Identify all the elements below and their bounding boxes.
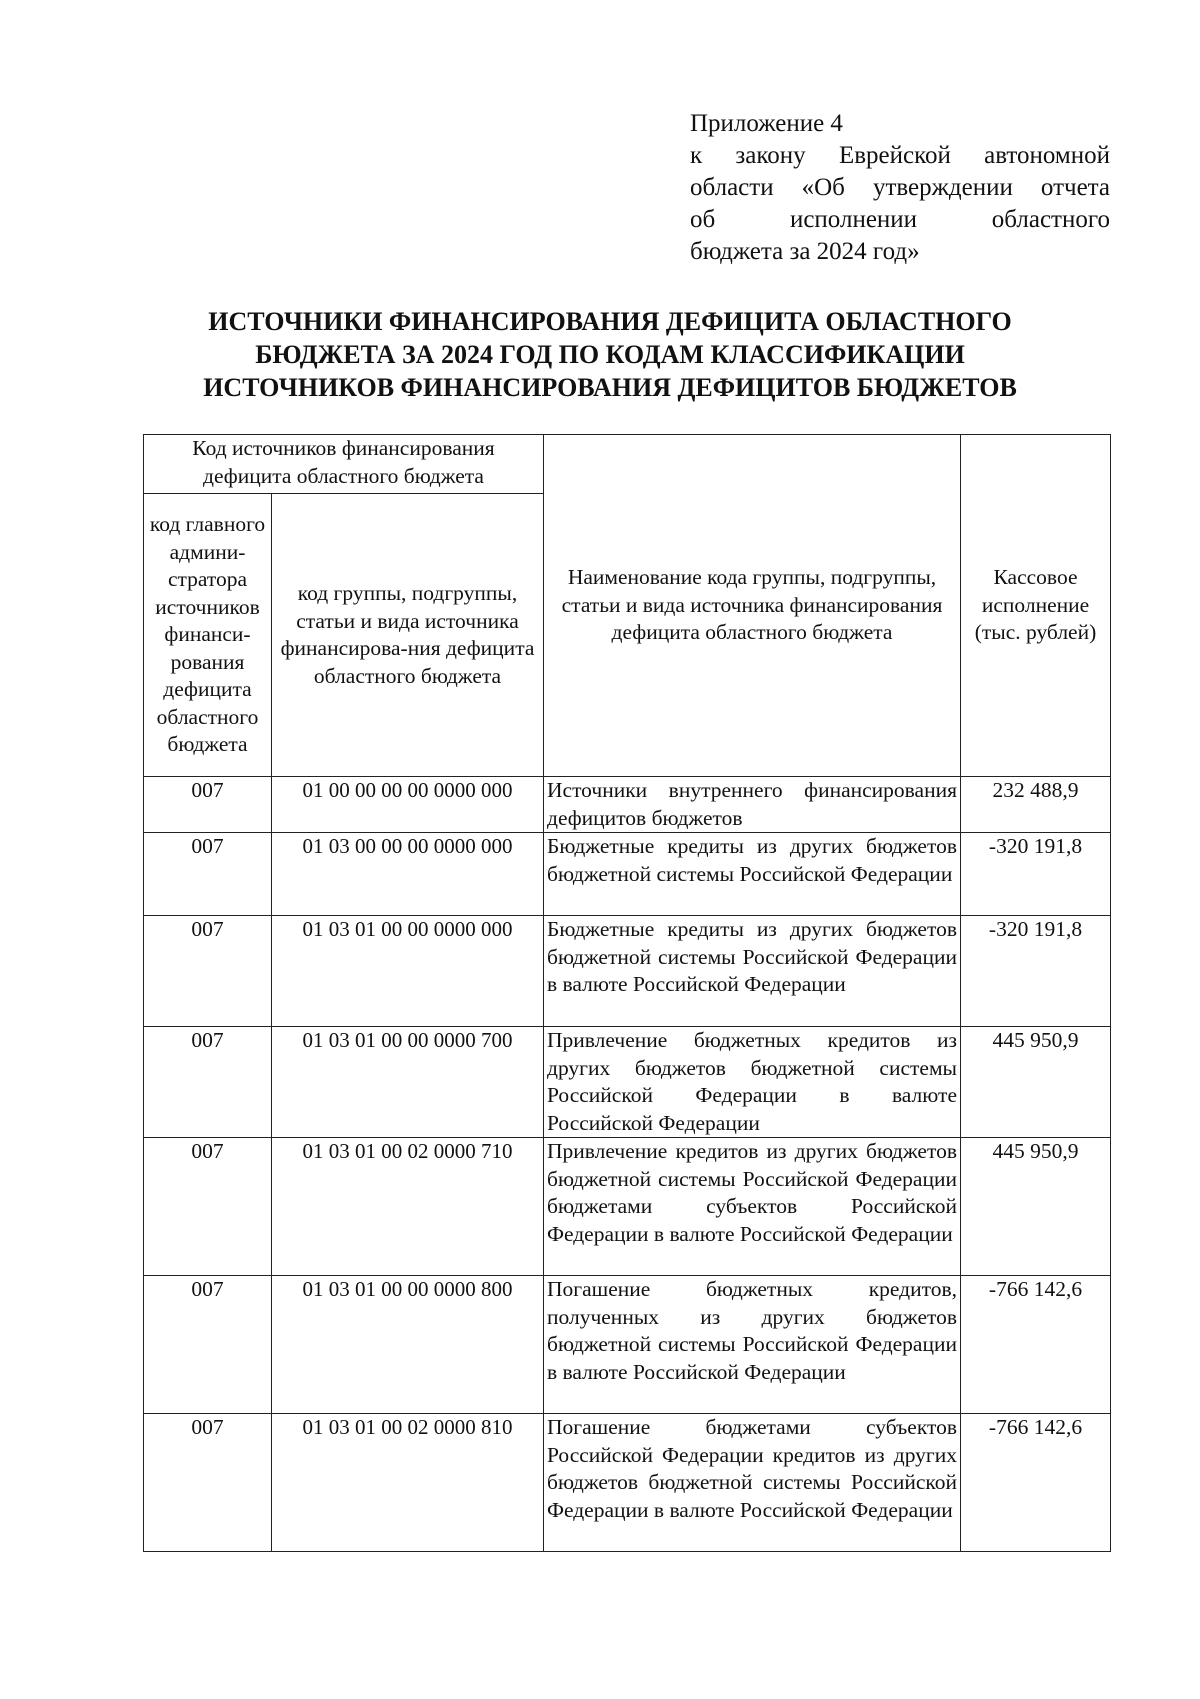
cell-amount: 232 488,9 <box>961 777 1111 833</box>
cell-source-code: 01 03 00 00 00 0000 000 <box>272 833 544 916</box>
cell-amount: 445 950,9 <box>961 1138 1111 1276</box>
cell-admin-code: 007 <box>144 916 272 1027</box>
cell-amount: -766 142,6 <box>961 1414 1111 1552</box>
header-name: Наименование кода группы, подгруппы, статьи и вида источника финансирования дефицита областного бюджета <box>544 435 961 777</box>
cell-source-code: 01 00 00 00 00 0000 000 <box>272 777 544 833</box>
cell-name: Погашение бюджетных кредитов, полученных из других бюджетов бюджетной системы Российской Федерации в валюте Российской Федерации <box>544 1276 961 1414</box>
table-row <box>144 833 1111 916</box>
cell-admin-code: 007 <box>144 833 272 916</box>
document-title <box>130 305 1090 404</box>
financing-sources-table <box>143 434 1111 1552</box>
title-line: ИСТОЧНИКИ ФИНАНСИРОВАНИЯ ДЕФИЦИТА ОБЛАСТНОГО <box>208 307 1012 336</box>
header-admin-code: код главного админи-стратора источников финанси-рования дефицита областного бюджета <box>144 494 272 777</box>
cell-amount: -320 191,8 <box>961 916 1111 1027</box>
appendix-line: к закону Еврейской автономной <box>690 142 1110 169</box>
cell-source-code: 01 03 01 00 00 0000 000 <box>272 916 544 1027</box>
cell-amount: -766 142,6 <box>961 1276 1111 1414</box>
appendix-line: области «Об утверждении отчета <box>690 174 1110 201</box>
table-row <box>144 1414 1111 1552</box>
cell-name: Источники внутреннего финансирования дефицитов бюджетов <box>544 777 961 833</box>
table-header-row <box>144 435 1111 494</box>
table-row <box>144 1138 1111 1276</box>
header-group-code: Код источников финансирования дефицита областного бюджета <box>144 435 544 494</box>
cell-admin-code: 007 <box>144 1027 272 1138</box>
cell-admin-code: 007 <box>144 1138 272 1276</box>
appendix-block <box>690 108 1110 268</box>
appendix-line: об исполнении областного <box>690 206 1110 233</box>
cell-admin-code: 007 <box>144 1414 272 1552</box>
cell-name: Привлечение кредитов из других бюджетов бюджетной системы Российской Федерации бюджетами субъектов Российской Федерации в валюте Российской Федерации <box>544 1138 961 1276</box>
appendix-line: Приложение 4 <box>690 110 843 137</box>
title-line: БЮДЖЕТА ЗА 2024 ГОД ПО КОДАМ КЛАССИФИКАЦИИ <box>255 340 965 369</box>
table-row <box>144 1276 1111 1414</box>
cell-amount: -320 191,8 <box>961 833 1111 916</box>
cell-source-code: 01 03 01 00 02 0000 810 <box>272 1414 544 1552</box>
cell-name: Привлечение бюджетных кредитов из других бюджетов бюджетной системы Российской Федерации в валюте Российской Федерации <box>544 1027 961 1138</box>
cell-source-code: 01 03 01 00 02 0000 710 <box>272 1138 544 1276</box>
cell-source-code: 01 03 01 00 00 0000 800 <box>272 1276 544 1414</box>
cell-amount: 445 950,9 <box>961 1027 1111 1138</box>
header-source-code: код группы, подгруппы, статьи и вида источника финансирова-ния дефицита областного бюджета <box>272 494 544 777</box>
appendix-line: бюджета за 2024 год» <box>690 238 920 265</box>
cell-admin-code: 007 <box>144 1276 272 1414</box>
cell-admin-code: 007 <box>144 777 272 833</box>
table-row <box>144 777 1111 833</box>
table-row <box>144 916 1111 1027</box>
table-row <box>144 1027 1111 1138</box>
cell-name: Погашение бюджетами субъектов Российской Федерации кредитов из других бюджетов бюджетной системы Российской Федерации в валюте Российской Федерации <box>544 1414 961 1552</box>
cell-name: Бюджетные кредиты из других бюджетов бюджетной системы Российской Федерации в валюте Российской Федерации <box>544 916 961 1027</box>
cell-name: Бюджетные кредиты из других бюджетов бюджетной системы Российской Федерации <box>544 833 961 916</box>
header-amount: Кассовое исполнение (тыс. рублей) <box>961 435 1111 777</box>
title-line: ИСТОЧНИКОВ ФИНАНСИРОВАНИЯ ДЕФИЦИТОВ БЮДЖЕТОВ <box>203 373 1017 402</box>
cell-source-code: 01 03 01 00 00 0000 700 <box>272 1027 544 1138</box>
